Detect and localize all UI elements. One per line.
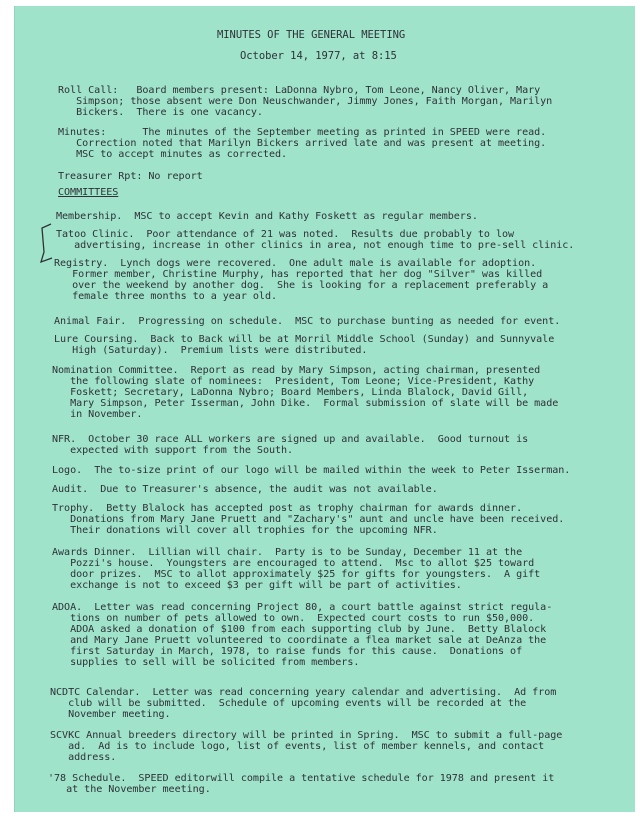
document-title: MINUTES OF THE GENERAL MEETING <box>217 29 406 41</box>
text-line: NFR. October 30 race ALL workers are signed up and available. Good turnout is <box>52 434 529 445</box>
text-line: Lure Coursing. Back to Back will be at Morril Middle School (Sunday) and Sunnyvale <box>54 334 555 345</box>
text-line: tions on number of pets allowed to own. Expected court costs to run $50,000. <box>52 613 535 624</box>
meeting-date: October 14, 1977, at 8:15 <box>240 50 397 62</box>
text-line: Their donations will cover all trophies for the upcoming NFR. <box>52 525 438 536</box>
text-line: female three months to a year old. <box>54 291 277 302</box>
text-line: exchange is not to exceed $3 per gift will be part of activities. <box>52 580 462 591</box>
text-line: Mary Simpson, Peter Isserman, John Dike. Formal submission of slate will be made <box>52 398 559 409</box>
text-line: Registry. Lynch dogs were recovered. One adult male is available for adoption. <box>54 258 537 269</box>
text-line: ad. Ad is to include logo, list of events, list of member kennels, and contact <box>50 741 545 752</box>
committees-heading: COMMITTEES <box>58 187 119 198</box>
audit-item: Audit. Due to Treasurer's absence, the audit was not available. <box>52 484 438 495</box>
text-line: Trophy. Betty Blalock has accepted post as trophy chairman for awards dinner. <box>52 503 523 514</box>
text-line: Former member, Christine Murphy, has reported that her dog "Silver" was killed <box>54 269 543 280</box>
text-line: expected with support from the South. <box>52 445 294 456</box>
text-line: Correction noted that Marilyn Bickers arrived late and was present at meeting. <box>58 138 547 149</box>
text-line: Nomination Committee. Report as read by Mary Simpson, acting chairman, presented <box>52 365 541 376</box>
treasurer-report: Treasurer Rpt: No report <box>58 171 203 182</box>
text-line: over the weekend by another dog. She is looking for a replacement preferably a <box>54 280 549 291</box>
text-line: the following slate of nominees: President, Tom Leone; Vice-President, Kathy <box>52 376 535 387</box>
text-line: MSC to accept minutes as corrected. <box>58 149 288 160</box>
text-line: and Mary Jane Pruett volunteered to coordinate a flea market sale at DeAnza the <box>52 635 547 646</box>
text-line: '78 Schedule. SPEED editorwill compile a tentative schedule for 1978 and present it <box>48 773 555 784</box>
membership-item: Membership. MSC to accept Kevin and Kathy Foskett as regular members. <box>56 211 478 222</box>
animal-fair-item: Animal Fair. Progressing on schedule. MSC to purchase bunting as needed for event. <box>54 316 561 327</box>
text-line: Donations from Mary Jane Pruett and "Zachary's" aunt and uncle have been received. <box>52 514 565 525</box>
text-line: ADOA asked a donation of $100 from each supporting club by June. Betty Blalock <box>52 624 547 635</box>
text-line: in November. <box>52 409 143 420</box>
text-line: Simpson; those absent were Don Neuschwander, Jimmy Jones, Faith Morgan, Marilyn <box>58 96 553 107</box>
text-line: SCVKC Annual breeders directory will be printed in Spring. MSC to submit a full-page <box>50 730 563 741</box>
handwritten-bracket-mark <box>38 222 54 264</box>
text-line: Foskett; Secretary, LaDonna Nybro; Board Members, Linda Blalock, David Gill, <box>52 387 529 398</box>
text-line: NCDTC Calendar. Letter was read concerning yeary calendar and advertising. Ad from <box>50 687 557 698</box>
text-line: supplies to sell will be solicited from members. <box>52 657 360 668</box>
text-line: High (Saturday). Premium lists were distributed. <box>54 345 368 356</box>
text-line: door prizes. MSC to allot approximately $25 for gifts for youngsters. A gift <box>52 569 541 580</box>
logo-item: Logo. The to-size print of our logo will be mailed within the week to Peter Isserman. <box>52 465 571 476</box>
text-line: at the November meeting. <box>48 784 211 795</box>
text-line: address. <box>50 752 117 763</box>
text-line: November meeting. <box>50 709 171 720</box>
text-line: club will be submitted. Schedule of upcoming events will be recorded at the <box>50 698 527 709</box>
text-line: Pozzi's house. Youngsters are encouraged to attend. Msc to allot $25 toward <box>52 558 535 569</box>
text-line: advertising, increase in other clinics in area, not enough time to pre-sell clinic. <box>56 240 575 251</box>
text-line: first Saturday in March, 1978, to raise funds for this cause. Donations of <box>52 646 523 657</box>
text-line: ADOA. Letter was read concerning Project 80, a court battle against strict regula- <box>52 602 553 613</box>
text-line: Minutes: The minutes of the September meeting as printed in SPEED were read. <box>58 127 547 138</box>
text-line: Roll Call: Board members present: LaDonna Nybro, Tom Leone, Nancy Oliver, Mary <box>58 85 541 96</box>
text-line: Tatoo Clinic. Poor attendance of 21 was noted. Results due probably to low <box>56 229 515 240</box>
text-line: Awards Dinner. Lillian will chair. Party is to be Sunday, December 11 at the <box>52 547 523 558</box>
text-line: Bickers. There is one vacancy. <box>58 107 263 118</box>
